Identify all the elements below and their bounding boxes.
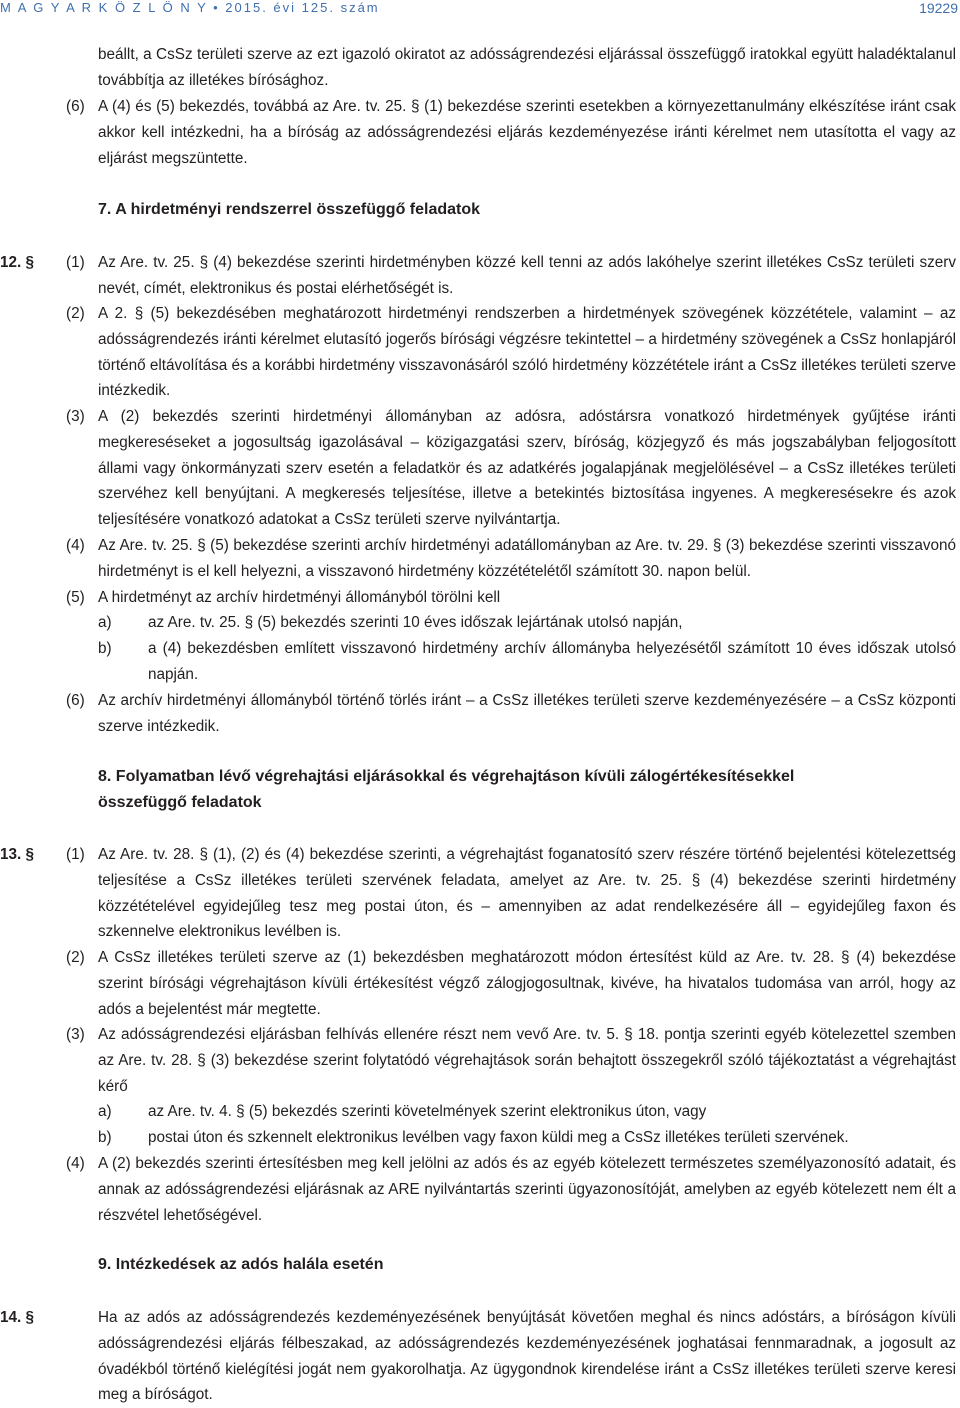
art12-p2-number: (2) [66, 305, 85, 322]
section-8-title-line2: összefüggő feladatok [98, 794, 262, 811]
art13-p2-number: (2) [66, 949, 85, 966]
art13-p3b-text: postai úton és szkennelt elektronikus levélben vagy faxon küldi meg a CsSz illetékes területi szervének. [148, 1129, 849, 1146]
art13-p4-number: (4) [66, 1155, 85, 1172]
art12-p5b-label: b) [98, 640, 112, 657]
art13-p3a-text: az Are. tv. 4. § (5) bekezdés szerinti követelmények szerint elektronikus úton, vagy [148, 1103, 707, 1120]
art12-p6-text: Az archív hirdetményi állományból történő törlés iránt – a CsSz illetékes területi szerve kezdeményezésére – a CsSz központi szerve intézkedik. [98, 692, 956, 735]
art12-p1-text: Az Are. tv. 25. § (4) bekezdése szerinti hirdetményben közzé kell tenni az adós lakóhelye szerint illetékes CsSz területi szerv nevét, címét, elektronikus és postai elérhetőségét is. [98, 254, 956, 297]
art12-p5a-text: az Are. tv. 25. § (5) bekezdés szerinti 10 éves időszak lejártának utolsó napján, [148, 614, 683, 631]
page-number: 19229 [919, 0, 958, 16]
art12-p3-text: A (2) bekezdés szerinti hirdetményi állományban az adósra, adóstársra vonatkozó hirdetmények gyűjtése iránti megkereséseket a jogosultság igazolásával – közigazgatási szerv, bíróság, közjegyző és más jogszabályban feljogosított állami vagy önkormányzati szerv esetén a feladatkör és az adatkérés jogalapjának megjelölésével – a CsSz illetékes területi szervéhez kell benyújtani. A megkeresés teljesítése, illetve a betekintés biztosítása ingyenes. A megkeresésekre és azok teljesítésére vonatkozó adatokat a CsSz területi szerve nyilvántartja. [98, 408, 956, 529]
intro-p6-text: A (4) és (5) bekezdés, továbbá az Are. tv. 25. § (1) bekezdése szerinti esetekben a környezettanulmány elkészítése iránt csak akkor kell intézkedni, ha a bíróság az adósságrendezési eljárás kezdeményezése iránti kérelmet nem utasította el vagy az eljárást megszüntette. [98, 98, 956, 167]
art13-p3a-label: a) [98, 1103, 112, 1120]
intro-continuation: beállt, a CsSz területi szerve az ezt igazoló okiratot az adósságrendezési eljárással összefüggő iratokkal együtt haladéktalanul továbbítja az illetékes bírósághoz. [98, 46, 956, 89]
section-8-title-line1: 8. Folyamatban lévő végrehajtási eljárásokkal és végrehajtáson kívüli zálogértékesítésekkel [98, 768, 795, 785]
article-14-number: 14. § [0, 1309, 35, 1326]
art13-p3-text: Az adósságrendezési eljárásban felhívás ellenére részt nem vevő Are. tv. 5. § 18. pontja szerinti egyéb kötelezettel szemben az Are. tv. 28. § (3) bekezdése szerint folytatódó végrehajtások során behajtott összegekről szóló tájékoztatást a végrehajtást kérő [98, 1026, 956, 1095]
art12-p5b-text: a (4) bekezdésben említett visszavonó hirdetmény archív állományba helyezésétől számított 10 éves időszak utolsó napján. [148, 640, 956, 683]
art13-p3b-label: b) [98, 1129, 112, 1146]
art13-p1-number: (1) [66, 846, 85, 863]
art13-p4-text: A (2) bekezdés szerinti értesítésben meg kell jelölni az adós és az egyéb kötelezett természetes személyazonosító adatait, és annak az adósságrendezési eljárásnak az ARE nyilvántartás szerinti ügyazonosítóját, amelyben az egyéb kötelezett nem élt a részvétel lehetőségével. [98, 1155, 956, 1224]
art12-p2-text: A 2. § (5) bekezdésében meghatározott hirdetményi rendszerben a hirdetmények szövegének közzététele, valamint – az adósságrendezés iránti kérelmet elutasító jogerős bírósági végzésre tekintettel – a hirdetmény szövegének a CsSz honlapjáról történő eltávolítása és a korábbi hirdetmény visszavonásáról szóló hirdetmény közzététele iránt a CsSz illetékes területi szerve intézkedik. [98, 305, 956, 400]
art12-p5-text: A hirdetményt az archív hirdetményi állományból törölni kell [98, 589, 501, 606]
art12-p4-text: Az Are. tv. 25. § (5) bekezdése szerinti archív hirdetményi adatállományban az Are. tv. 29. § (3) bekezdése szerinti visszavonó hirdetményt is el kell helyezni, a visszavonó hirdetmény közzétételétől számított 30. napon belül. [98, 537, 956, 580]
section-7-title: 7. A hirdetményi rendszerrel összefüggő feladatok [98, 201, 481, 218]
art12-p6-number: (6) [66, 692, 85, 709]
art12-p5a-label: a) [98, 614, 112, 631]
art13-p2-text: A CsSz illetékes területi szerve az (1) bekezdésben meghatározott módon értesítést küld az Are. tv. 28. § (4) bekezdése szerint bírósági végrehajtáson kívüli értékesítést végző zálogjogosultnak, kivéve, ha hivatalos tudomása van arról, hogy az adós a bejelentést már megtette. [98, 949, 956, 1018]
intro-p6-number: (6) [66, 98, 85, 115]
art12-p1-number: (1) [66, 254, 85, 271]
art14-text: Ha az adós az adósságrendezés kezdeményezésének benyújtását követően meghal és nincs adóstárs, a bíróságon kívüli adósságrendezési eljárás félbeszakad, az adósságrendezés kezdeményezésének joghatásai fennmaradnak, a jogosult az óvadékból történő kielégítési jogát nem gyakorolhatja. Az ügygondnok kirendelése iránt a CsSz illetékes területi szerve keresi meg a bíróságot. [98, 1309, 956, 1404]
art12-p3-number: (3) [66, 408, 85, 425]
art12-p5-number: (5) [66, 589, 85, 606]
art12-p4-number: (4) [66, 537, 85, 554]
article-12-number: 12. § [0, 254, 35, 271]
art13-p3-number: (3) [66, 1026, 85, 1043]
article-13-number: 13. § [0, 846, 35, 863]
art13-p1-text: Az Are. tv. 28. § (1), (2) és (4) bekezdése szerinti, a végrehajtást foganatosító szerv részére történő bejelentési kötelezettség teljesítése a CsSz illetékes területi szervének feladata, amelyet az Are. tv. 25. § (4) bekezdése szerinti hirdetmény közzétételével egyidejűleg tesz meg postai úton, és – amennyiben az adat rendelkezésére áll – egyidejűleg faxon és szkennelve elektronikus levélben is. [98, 846, 956, 941]
page-header [0, 0, 960, 20]
journal-title: M A G Y A R K Ö Z L Ö N Y • 2015. évi 125. szám [0, 0, 380, 15]
section-9-title: 9. Intézkedések az adós halála esetén [98, 1256, 384, 1273]
